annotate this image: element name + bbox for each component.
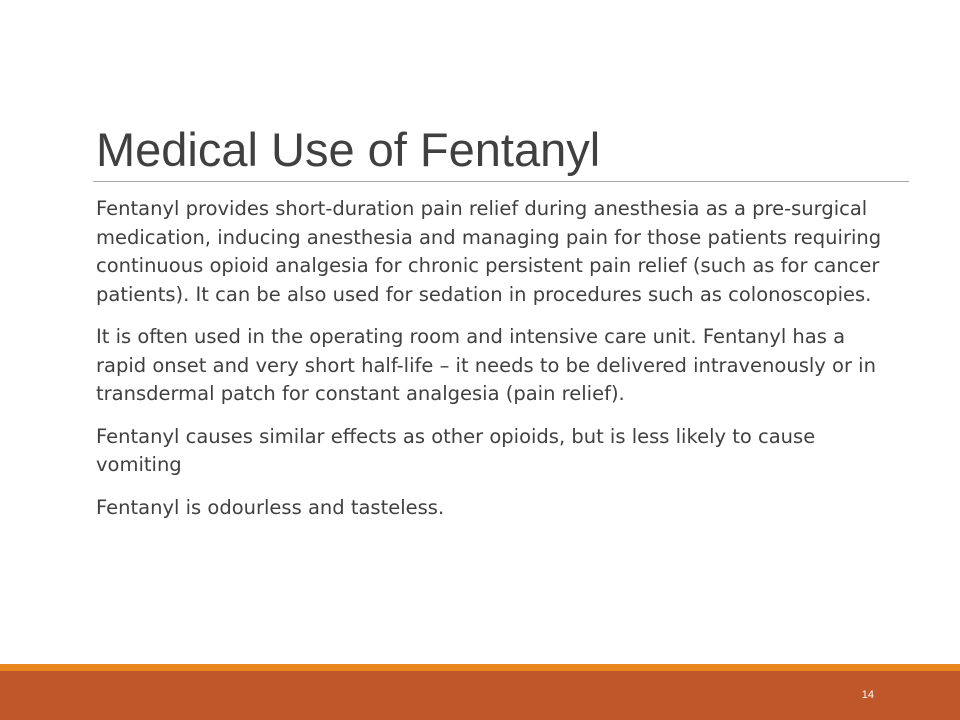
paragraph-clinical-settings: It is often used in the operating room and intensive care unit. Fentanyl has a rapid onset and very short half-life – it needs to be delivered intravenously or in transdermal patch for constant analgesia (pain relief).: [96, 325, 876, 405]
slide-title: Medical Use of Fentanyl: [96, 123, 601, 176]
paragraph-medical-use: Fentanyl provides short-duration pain relief during anesthesia as a pre-surgical medication, inducing anesthesia and managing pain for those patients requiring continuous opioid analgesia for chronic persistent pain relief (such as for cancer patients). It can be also used for sedation in procedures such as colonoscopies.: [96, 197, 882, 306]
paragraph-properties: Fentanyl is odourless and tasteless.: [96, 495, 445, 519]
footer-accent-band: [0, 664, 960, 671]
slide-body: [96, 195, 882, 536]
page-number: 14: [861, 689, 874, 701]
title-divider: [93, 181, 909, 182]
paragraph-side-effects: Fentanyl causes similar effects as other opioids, but is less likely to cause vomiting: [96, 424, 816, 476]
footer-band: [0, 671, 960, 720]
